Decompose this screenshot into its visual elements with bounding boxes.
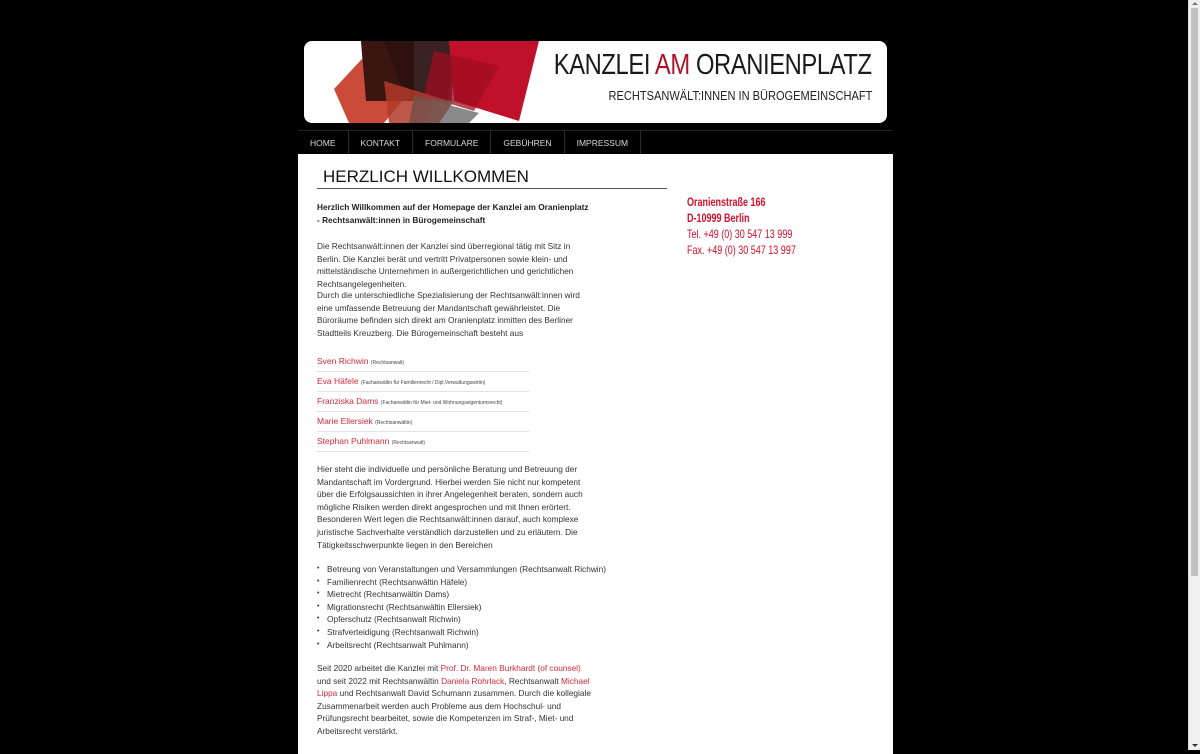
paragraph-about: Die Rechtsanwält:innen der Kanzlei sind überregional tätig mit Sitz in Berlin. Die Kanzlei berät und vertritt Privatpersonen sowie klein- und mittelständische Unternehmen in außergerichtlichen und gerichtlichen Rechtsangelegenheiten. [317,241,574,289]
list-item: • Arbeitsrecht (Rechtsanwalt Puhlmann) [327,639,606,652]
list-item [317,352,529,372]
list-item: • Strafverteidigung (Rechtsanwalt Richwin) [327,626,606,639]
scroll-thumb[interactable] [1191,8,1198,576]
member-link-dams[interactable]: Franziska Dams [317,396,379,406]
member-role: (Fachanwältin für Familienrecht / Dipl.Verwaltungswirtin) [360,380,486,386]
practice-areas-list [317,563,606,651]
paragraph-collaboration [317,662,592,738]
title-divider [317,188,667,189]
site-title-part2: ORANIENPLATZ [690,49,872,81]
banner-logo-graphic [304,41,564,123]
site-subtitle: RECHTSANWÄLT:INNEN IN BÜROGEMEINSCHAFT [608,88,872,103]
link-rohrlack[interactable]: Daniela Rohrlack [441,675,505,686]
fax-number: Fax. +49 (0) 30 547 13 997 [687,243,796,257]
main-navigation [298,130,893,155]
list-item: • Familienrecht (Rechtsanwältin Häfele) [327,576,606,589]
address-street: Oranienstraße 166 [687,195,766,209]
member-role: (Fachanwältin für Miet- und Wohnungseigentumsrecht) [380,400,503,406]
content-area [298,154,893,754]
member-link-ellersiek[interactable]: Marie Ellersiek [317,416,373,426]
page-title: HERZLICH WILLKOMMEN [323,167,529,186]
list-item [317,392,529,412]
link-burkhardt[interactable]: Prof. Dr. Maren Burkhardt (of counsel) [440,663,581,673]
member-link-haefele[interactable]: Eva Häfele [317,376,359,386]
text-segment: und Rechtsanwalt David Schumann zusammen. Durch die kollegiale Zusammenarbeit werden auch Probleme aus dem Hochschul- und Prüfungsrecht bearbeitet, sowie die Kompetenzen im Straf-, Miet- und Arbeitsrecht verstärkt. [317,688,591,736]
member-role: (Rechtsanwalt) [391,440,426,446]
list-item [317,372,529,392]
list-item: • Migrationsrecht (Rechtsanwältin Ellersiek) [327,601,606,614]
member-link-richwin[interactable]: Sven Richwin [317,356,369,366]
site-title [554,49,872,82]
intro-text: Herzlich Willkommen auf der Homepage der Kanzlei am Oranienplatz - Rechtsanwält:innen in Bürogemeinschaft [317,202,589,225]
text-segment: und seit 2022 mit Rechtsanwältin [317,675,442,686]
nav-kontakt[interactable]: KONTAKT [349,131,414,155]
list-item: • Opferschutz (Rechtsanwalt Richwin) [327,613,606,626]
member-list [317,352,529,452]
text-segment: Seit 2020 arbeitet die Kanzlei mit [317,663,441,673]
list-item [317,432,529,452]
scroll-up-arrow-icon[interactable] [1189,0,1200,8]
list-item [317,412,529,432]
phone-number: Tel. +49 (0) 30 547 13 999 [687,227,793,241]
page-scrollbar[interactable] [1188,0,1200,750]
address-city: D-10999 Berlin [687,211,750,225]
paragraph-specialization: Durch die unterschiedliche Spezialisierung der Rechtsanwält:innen wird eine umfassende Betreuung der Mandantschaft gewährleistet. Die Büroräume befinden sich direkt am Oranienplatz inmitten des Berliner Stadtteils Kreuzberg. Die Bürogemeinschaft besteht aus [317,290,580,338]
text-segment: , Rechtsanwalt [504,675,561,686]
site-title-accent: AM [655,49,691,81]
contact-sidebar [687,194,832,258]
site-title-part1: KANZLEI [554,49,656,81]
member-link-puhlmann[interactable]: Stephan Puhlmann [317,436,390,446]
link-lippa[interactable]: Michael Lippa [317,675,590,699]
nav-formulare[interactable]: FORMULARE [413,131,491,155]
nav-impressum[interactable]: IMPRESSUM [565,131,641,155]
scroll-down-arrow-icon[interactable] [1189,742,1200,750]
nav-home[interactable]: HOME [298,131,349,155]
nav-gebuehren[interactable]: GEBÜHREN [491,131,564,155]
header-banner [304,41,887,123]
paragraph-consulting: Hier steht die individuelle und persönliche Beratung und Betreuung der Mandantschaft im Vordergrund. Hierbei werden Sie nicht nur kompetent über die Erfolgsaussichten in ihrer Angelegenheit beraten, sondern auch mögliche Risiken werden direkt angesprochen und mit Ihnen erörtert. Besonderen Wert legen die Rechtsanwält:innen darauf, auch komplexe juristische Sachverhalte verständlich darzustellen und zu erläutern. Die Tätigkeitsschwerpunkte liegen in den Bereichen [317,464,583,550]
list-item: • Mietrecht (Rechtsanwältin Dams) [327,588,606,601]
list-item: • Betreung von Veranstaltungen und Versammlungen (Rechtsanwalt Richwin) [327,563,606,576]
member-role: (Rechtsanwältin) [375,420,413,426]
member-role: (Rechtsanwalt) [370,360,405,366]
